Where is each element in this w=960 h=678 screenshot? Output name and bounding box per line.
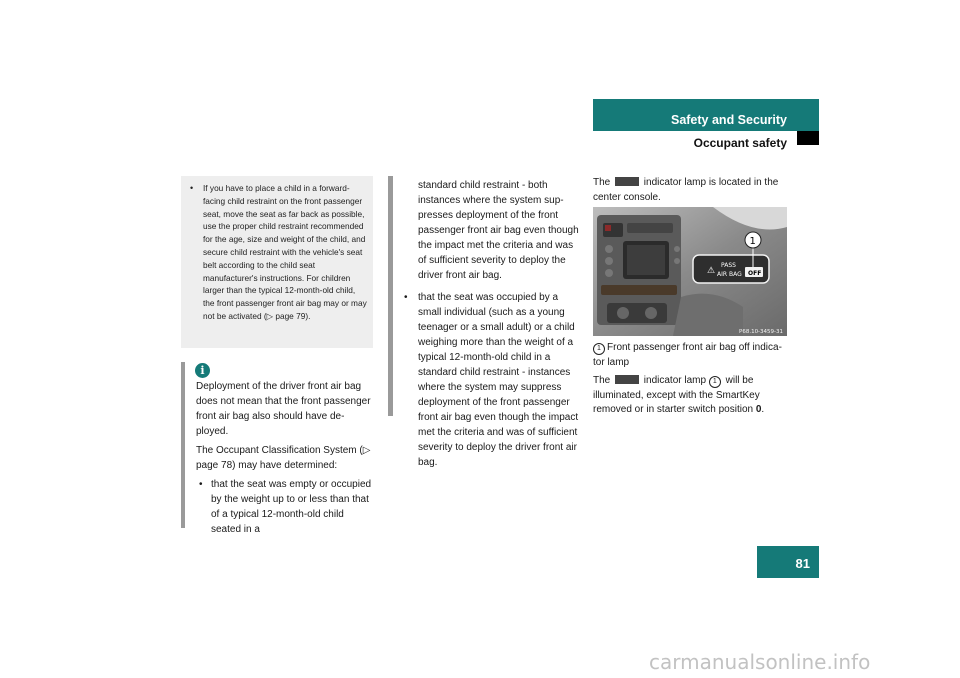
caption-text: Front passenger front air bag off indica-tor lamp [593, 342, 782, 368]
section-header [593, 99, 819, 131]
indicator-description: The indicator lamp 1 will be illuminated, except with the SmartKey removed or in starter switch position 0. [593, 375, 765, 415]
photo-caption [593, 341, 789, 370]
page-number-box [757, 546, 819, 578]
subsection-title: Occupant safety [693, 136, 787, 150]
lamp-location-text: The indicator lamp is located in the center console. [593, 177, 779, 203]
info-paragraph-2: The Occupant Classification System (▷ page 78) may have determined: [196, 445, 371, 471]
bullet-continuation: standard child restraint - both instances where the system sup-presses deployment of the front passenger front air bag even though the impact met the criteria and was of sufficient severity to deploy the driver front air bag. [418, 180, 579, 281]
column-2 [402, 178, 580, 470]
column-divider [388, 176, 393, 416]
photo-reference: P68.10-3459-31 [739, 329, 784, 335]
warning-bullet: • If you have to place a child in a forward-facing child restraint on the front passenger seat, move the seat as far back as possible, use the proper child restraint recommended for the age, size and weight of the child, and secure child restraint with the vehicle's seat belt according to the child seat manufacturer's instructions. For children larger than the typical 12-month-old child, the front passenger front air bag may or may not be activated (▷ page 79). [203, 182, 369, 323]
photo-pass-label: PASS [721, 262, 736, 269]
photo-off-label: OFF [748, 270, 762, 277]
info-icon: i [195, 363, 210, 378]
column-3 [593, 176, 793, 205]
photo-airbag-label: AIR BAG [717, 271, 742, 278]
watermark: carmanualsonline.info [649, 650, 871, 674]
header-marker [797, 131, 819, 145]
warning-box [181, 176, 373, 348]
section-title: Safety and Security [670, 113, 787, 127]
info-bullet-1: • that the seat was empty or occupied by the weight up to or less than that of a typical 12-month-old child seated in a [196, 477, 376, 537]
info-note [196, 379, 376, 541]
photo-callout-number: 1 [749, 236, 756, 247]
center-console-photo [593, 207, 787, 336]
svg-text:⚠: ⚠ [707, 266, 716, 276]
info-bullet-2: • that the seat was occupied by a small individual (such as a young teenager or a small adult) or a child weighing more than the weight of a typical 12-month-old child in a standard child restraint - instances where the system may suppress deployment of the front passenger front air bag even though the impact met the criteria and was of sufficient severity to deploy the driver front air bag. [402, 290, 580, 470]
starter-switch-position: 0 [755, 404, 762, 415]
callout-number-inline: 1 [709, 376, 721, 388]
info-paragraph-1: Deployment of the driver front air bag does not mean that the front passenger front air bag also should have de-ployed. [196, 381, 371, 437]
airbag-off-indicator-icon [615, 177, 639, 186]
info-note-bar [181, 362, 185, 528]
subsection-header [593, 131, 819, 149]
page-number: 81 [795, 556, 810, 571]
caption-number: 1 [593, 343, 605, 355]
airbag-off-indicator-icon-2 [615, 375, 639, 384]
